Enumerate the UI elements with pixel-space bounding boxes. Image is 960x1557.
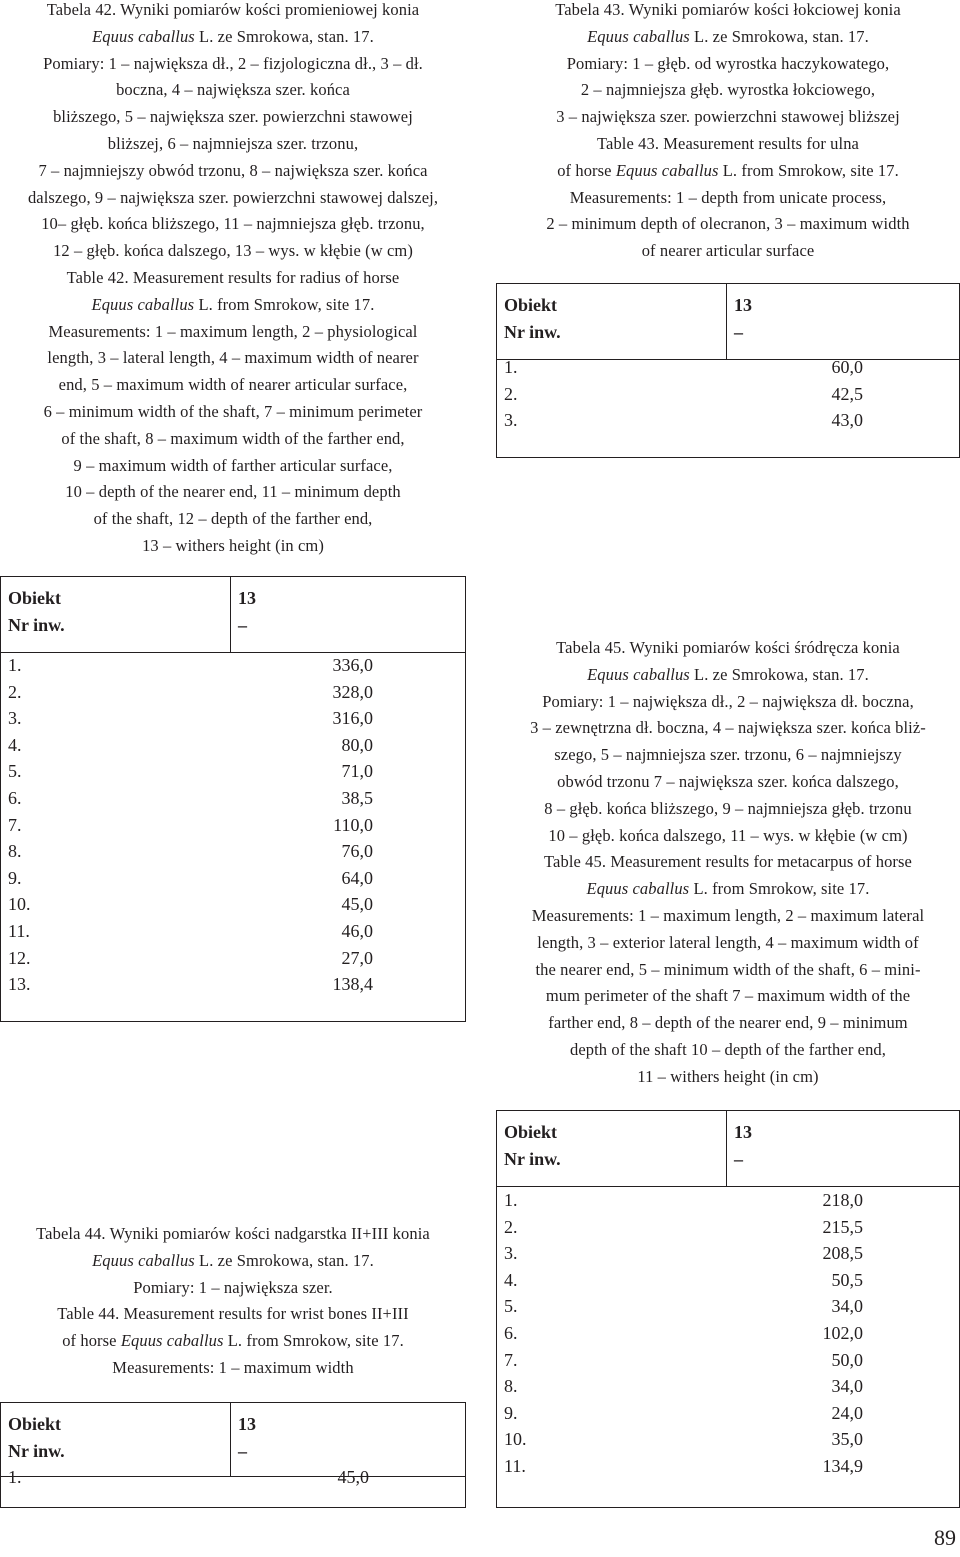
caption-line-en <box>0 319 466 346</box>
caption-line-pl <box>0 131 466 158</box>
caption-line-en <box>496 211 960 238</box>
caption-text: 2 – najmniejsza głęb. wyrostka łokciowego, <box>580 80 876 100</box>
caption-text: L. from Smrokow, site 17. <box>718 160 899 180</box>
caption-text: obwód trzonu 7 – największa szer. końca dalszego, <box>557 771 899 791</box>
table-row <box>497 1267 959 1294</box>
row-value: 215,5 <box>822 1216 863 1237</box>
caption-text: of horse <box>557 160 616 180</box>
table-row <box>497 1240 959 1267</box>
header-object-label: Obiekt Nr inw. <box>8 588 65 635</box>
caption-line-en <box>0 372 466 399</box>
caption-text: 10– głęb. końca bliższego, 11 – najmniejsza głęb. trzonu, <box>41 214 425 234</box>
species-name: Equus caballus <box>587 664 690 684</box>
species-name: Equus caballus <box>586 879 690 899</box>
species-name: Equus caballus <box>91 294 195 314</box>
table-row <box>1 785 465 812</box>
table-42 <box>0 576 466 1022</box>
species-name: Equus caballus <box>615 160 719 180</box>
row-number: 3. <box>504 410 518 431</box>
caption-line-en <box>0 265 466 292</box>
row-number: 2. <box>504 383 518 404</box>
row-value: 35,0 <box>831 1429 863 1450</box>
caption-text: length, 3 – exterior lateral length, 4 – maximum width of <box>537 932 919 952</box>
caption-text: 10 – głęb. końca dalszego, 11 – wys. w kłębie (w cm) <box>548 825 908 845</box>
row-number: 11. <box>504 1456 526 1476</box>
caption-text: L. ze Smrokowa, stan. 17. <box>689 26 869 46</box>
row-number: 4. <box>8 734 22 755</box>
table-row <box>1 971 465 998</box>
caption-line-en <box>496 930 960 957</box>
caption-line-en <box>0 1355 466 1382</box>
row-number: 1. <box>504 1190 518 1210</box>
caption-line-en <box>496 849 960 876</box>
row-value: 328,0 <box>332 681 373 702</box>
caption-text: 9 – maximum width of farther articular surface, <box>73 455 393 475</box>
caption-line-en <box>0 345 466 372</box>
caption-text: 11 – withers height (in cm) <box>637 1066 819 1086</box>
caption-text: Tabela 43. Wyniki pomiarów kości łokciowej konia <box>555 0 901 19</box>
caption-text: of horse <box>62 1331 121 1351</box>
table-row <box>497 1400 959 1427</box>
caption-line-en <box>496 185 960 212</box>
row-number: 8. <box>8 841 22 862</box>
row-number: 6. <box>8 788 22 808</box>
row-number: 5. <box>8 761 22 782</box>
row-value: 218,0 <box>822 1190 863 1210</box>
caption-text: bliższego, 5 – największa szer. powierzchni stawowej <box>53 107 413 127</box>
header-divider <box>230 577 231 652</box>
caption-line-en <box>496 158 960 185</box>
table-row <box>1 758 465 785</box>
table-row <box>497 1214 959 1241</box>
row-number: 3. <box>504 1243 518 1264</box>
caption-text: Measurements: 1 – maximum width <box>112 1357 354 1377</box>
caption-text: L. ze Smrokowa, stan. 17. <box>194 26 374 46</box>
row-value: 34,0 <box>831 1376 863 1397</box>
caption-text: of nearer articular surface <box>641 241 815 261</box>
caption-table-45 <box>496 635 960 1091</box>
caption-line-en <box>0 399 466 426</box>
caption-text: Table 42. Measurement results for radius of horse <box>66 267 400 287</box>
caption-text: L. ze Smrokowa, stan. 17. <box>194 1250 374 1270</box>
row-value: 50,5 <box>831 1269 863 1290</box>
caption-line-pl <box>496 662 960 689</box>
row-value: 134,9 <box>822 1456 863 1476</box>
row-number: 1. <box>8 655 22 675</box>
row-value: 45,0 <box>337 1467 369 1487</box>
row-number: 9. <box>504 1402 518 1423</box>
species-name: Equus caballus <box>120 1331 224 1351</box>
row-value: 38,5 <box>341 788 373 808</box>
caption-line-pl <box>496 51 960 78</box>
caption-text: L. ze Smrokowa, stan. 17. <box>689 664 869 684</box>
row-number: 7. <box>8 814 22 835</box>
caption-text: 8 – głęb. końca bliższego, 9 – najmniejsza głęb. trzonu <box>544 798 912 818</box>
species-name: Equus caballus <box>92 1250 195 1270</box>
table-row <box>497 1187 959 1214</box>
species-name: Equus caballus <box>587 26 690 46</box>
row-value: 71,0 <box>341 761 373 782</box>
caption-line-pl <box>0 185 466 212</box>
caption-table-44 <box>0 1221 466 1382</box>
row-number: 2. <box>504 1216 518 1237</box>
caption-line-en <box>0 426 466 453</box>
caption-text: depth of the shaft 10 – depth of the farther end, <box>569 1039 886 1059</box>
table-header <box>497 1111 959 1187</box>
table-row <box>1 865 465 892</box>
caption-text: Table 44. Measurement results for wrist bones II+III <box>57 1304 409 1324</box>
caption-line-en <box>496 1064 960 1091</box>
row-number: 10. <box>8 894 31 915</box>
caption-line-en <box>0 292 466 319</box>
table-header <box>497 284 959 360</box>
caption-line-en <box>496 903 960 930</box>
caption-line-pl <box>496 77 960 104</box>
row-number: 2. <box>8 681 22 702</box>
caption-line-pl <box>0 238 466 265</box>
caption-line-en <box>496 876 960 903</box>
caption-line-pl <box>0 24 466 51</box>
caption-text: dalszego, 9 – największa szer. powierzchni stawowej dalszej, <box>27 187 439 207</box>
caption-text: 10 – depth of the nearer end, 11 – minimum depth <box>65 482 401 502</box>
caption-text: L. from Smrokow, site 17. <box>223 1331 404 1351</box>
caption-text: szego, 5 – najmniejsza szer. trzonu, 6 – najmniejszy <box>554 745 902 765</box>
table-row <box>1 652 465 679</box>
row-number: 4. <box>504 1269 518 1290</box>
header-measure-label: 13 – <box>734 1122 752 1169</box>
row-number: 8. <box>504 1376 518 1397</box>
table-row <box>497 407 959 434</box>
row-value: 76,0 <box>341 841 373 862</box>
table-44 <box>0 1402 466 1508</box>
caption-text: end, 5 – maximum width of nearer articular surface, <box>58 375 408 395</box>
caption-line-en <box>0 453 466 480</box>
row-value: 50,0 <box>831 1349 863 1370</box>
caption-line-pl <box>0 51 466 78</box>
page-number: 89 <box>934 1525 956 1550</box>
caption-text: Measurements: 1 – depth from unicate process, <box>569 187 887 207</box>
table-45 <box>496 1110 960 1508</box>
caption-text: Measurements: 1 – maximum length, 2 – physiological <box>48 321 418 341</box>
row-number: 9. <box>8 867 22 888</box>
row-value: 60,0 <box>831 357 863 377</box>
row-number: 7. <box>504 1349 518 1370</box>
row-value: 46,0 <box>341 921 373 941</box>
caption-text: 6 – minimum width of the shaft, 7 – minimum perimeter <box>43 401 423 421</box>
caption-line-pl <box>0 0 466 24</box>
caption-text: farther end, 8 – depth of the nearer end, 9 – minimum <box>548 1013 908 1033</box>
caption-text: boczna, 4 – największa szer. końca <box>116 80 350 100</box>
header-measure-label: 13 – <box>734 295 752 342</box>
row-number: 11. <box>8 921 30 941</box>
row-value: 24,0 <box>831 1402 863 1423</box>
table-row <box>497 354 959 381</box>
table-row <box>1 679 465 706</box>
row-number: 6. <box>504 1323 518 1343</box>
row-value: 102,0 <box>822 1323 863 1343</box>
table-row <box>1 812 465 839</box>
row-value: 34,0 <box>831 1296 863 1317</box>
caption-line-pl <box>496 104 960 131</box>
header-divider <box>726 284 727 359</box>
row-value: 110,0 <box>333 814 373 835</box>
table-row <box>497 1347 959 1374</box>
caption-line-pl <box>0 158 466 185</box>
header-object-label: Obiekt Nr inw. <box>504 1122 561 1169</box>
caption-text: 13 – withers height (in cm) <box>142 535 324 555</box>
caption-line-en <box>0 533 466 560</box>
caption-line-pl <box>0 77 466 104</box>
row-value: 45,0 <box>341 894 373 915</box>
caption-line-pl <box>0 1248 466 1275</box>
row-value: 27,0 <box>341 947 373 968</box>
caption-line-pl <box>496 0 960 24</box>
caption-text: Tabela 45. Wyniki pomiarów kości śródręcza konia <box>556 638 900 657</box>
row-number: 5. <box>504 1296 518 1317</box>
row-value: 138,4 <box>332 974 373 995</box>
caption-line-pl <box>496 742 960 769</box>
caption-text: 7 – najmniejszy obwód trzonu, 8 – największa szer. końca <box>38 160 428 180</box>
caption-line-pl <box>496 24 960 51</box>
caption-line-pl <box>0 1221 466 1248</box>
header-divider <box>726 1111 727 1186</box>
caption-line-en <box>496 1010 960 1037</box>
caption-line-pl <box>496 769 960 796</box>
caption-text: of the shaft, 8 – maximum width of the farther end, <box>61 428 405 448</box>
caption-text: mum perimeter of the shaft 7 – maximum width of the <box>545 986 911 1006</box>
caption-text: 3 – zewnętrzna dł. boczna, 4 – największa szer. końca bliż- <box>530 718 926 738</box>
caption-line-pl <box>496 823 960 850</box>
caption-text: Pomiary: 1 – największa dł., 2 – fizjologiczna dł., 3 – dł. <box>43 53 423 73</box>
table-row <box>1 1464 465 1491</box>
table-row <box>1 945 465 972</box>
caption-line-pl <box>496 715 960 742</box>
row-value: 208,5 <box>822 1243 863 1264</box>
caption-text: 12 – głęb. końca dalszego, 13 – wys. w kłębie (w cm) <box>53 241 413 261</box>
table-row <box>497 381 959 408</box>
row-value: 42,5 <box>831 383 863 404</box>
caption-table-43 <box>496 0 960 265</box>
table-row <box>497 1320 959 1347</box>
caption-table-42 <box>0 0 466 560</box>
caption-line-en <box>496 983 960 1010</box>
caption-line-en <box>0 479 466 506</box>
header-measure-label: 13 – <box>238 1414 256 1461</box>
caption-line-pl <box>496 796 960 823</box>
row-value: 316,0 <box>332 708 373 729</box>
table-row <box>497 1453 959 1480</box>
row-number: 1. <box>8 1467 22 1487</box>
table-row <box>497 1426 959 1453</box>
table-row <box>1 732 465 759</box>
row-number: 3. <box>8 708 22 729</box>
caption-line-en <box>496 1037 960 1064</box>
species-name: Equus caballus <box>92 26 195 46</box>
table-row <box>1 705 465 732</box>
table-row <box>1 838 465 865</box>
caption-line-pl <box>0 1275 466 1302</box>
caption-line-en <box>0 1328 466 1355</box>
row-number: 1. <box>504 357 518 377</box>
caption-text: length, 3 – lateral length, 4 – maximum width of nearer <box>47 348 419 368</box>
caption-text: Tabela 42. Wyniki pomiarów kości promieniowej konia <box>46 0 420 19</box>
table-43 <box>496 283 960 458</box>
caption-line-pl <box>496 635 960 662</box>
row-value: 336,0 <box>332 655 373 675</box>
caption-text: Table 45. Measurement results for metacarpus of horse <box>544 852 912 872</box>
table-row <box>1 918 465 945</box>
caption-text: bliższej, 6 – najmniejsza szer. trzonu, <box>107 133 359 153</box>
table-row <box>497 1373 959 1400</box>
caption-line-pl <box>0 211 466 238</box>
header-measure-label: 13 – <box>238 588 256 635</box>
row-value: 43,0 <box>831 410 863 431</box>
caption-text: 2 – minimum depth of olecranon, 3 – maximum width <box>546 214 910 234</box>
table-header <box>1 577 465 653</box>
row-value: 80,0 <box>341 734 373 755</box>
header-object-label: Obiekt Nr inw. <box>8 1414 65 1461</box>
caption-text: Table 43. Measurement results for ulna <box>597 133 859 153</box>
caption-text: Measurements: 1 – maximum length, 2 – maximum lateral <box>531 905 925 925</box>
caption-line-en <box>0 506 466 533</box>
row-number: 13. <box>8 974 31 995</box>
caption-text: L. from Smrokow, site 17. <box>689 879 870 899</box>
table-row <box>1 891 465 918</box>
caption-text: the nearer end, 5 – minimum width of the shaft, 6 – mini- <box>535 959 921 979</box>
caption-text: 3 – największa szer. powierzchni stawowej bliższej <box>556 107 900 127</box>
caption-line-en <box>496 131 960 158</box>
table-row <box>497 1293 959 1320</box>
caption-text: Pomiary: 1 – głęb. od wyrostka haczykowatego, <box>566 53 890 73</box>
caption-text: L. from Smrokow, site 17. <box>194 294 375 314</box>
caption-line-pl <box>0 104 466 131</box>
header-object-label: Obiekt Nr inw. <box>504 295 561 342</box>
caption-text: Pomiary: 1 – największa dł., 2 – największa dł. boczna, <box>542 691 914 711</box>
row-number: 12. <box>8 947 31 968</box>
row-number: 10. <box>504 1429 527 1450</box>
caption-line-en <box>496 238 960 265</box>
row-value: 64,0 <box>341 867 373 888</box>
caption-line-pl <box>496 689 960 716</box>
caption-line-en <box>496 957 960 984</box>
caption-line-en <box>0 1301 466 1328</box>
caption-text: of the shaft, 12 – depth of the farther end, <box>93 509 373 529</box>
caption-text: Pomiary: 1 – największa szer. <box>133 1277 333 1297</box>
caption-text: Tabela 44. Wyniki pomiarów kości nadgarstka II+III konia <box>36 1224 430 1243</box>
